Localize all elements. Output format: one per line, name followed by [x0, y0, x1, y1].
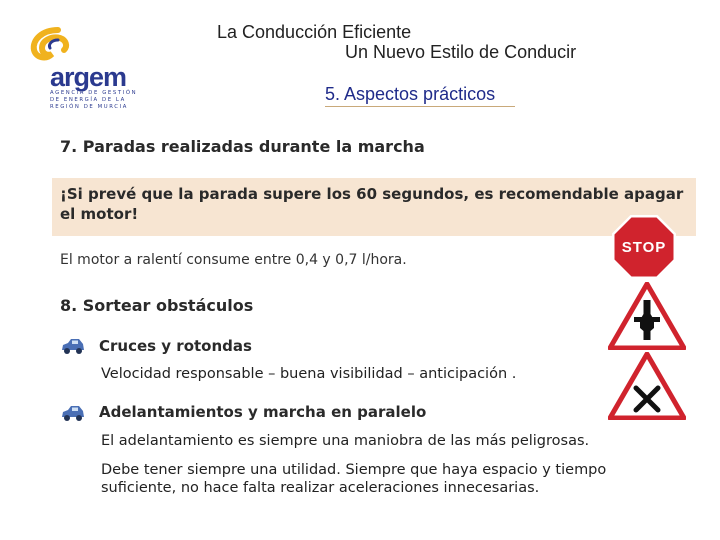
priority-crossroad-sign-icon: [608, 282, 686, 350]
car-bullet-icon: [60, 337, 86, 355]
idle-consumption-text: El motor a ralentí consume entre 0,4 y 0,7 l/hora.: [60, 252, 407, 268]
logo-wordmark: argem: [50, 62, 127, 92]
crossroad-sign-icon: [608, 352, 686, 420]
car-bullet-icon: [60, 404, 86, 422]
item-crossroads-text: Velocidad responsable – buena visibilidad – anticipación .: [101, 366, 517, 382]
page-subtitle: Un Nuevo Estilo de Conducir: [345, 42, 577, 62]
stop-sign-label: STOP: [621, 239, 667, 256]
logo-line-1: AGENCIA DE GESTIÓN: [50, 90, 138, 96]
page-title: La Conducción Eficiente: [217, 22, 412, 42]
heading-stops: 7. Paradas realizadas durante la marcha: [60, 137, 425, 156]
item-overtaking-title: Adelantamientos y marcha en paralelo: [99, 403, 427, 421]
item-overtaking-text-2: Debe tener siempre una utilidad. Siempre que haya espacio y tiempo suficiente, no hace falta realizar aceleraciones innecesarias.: [101, 462, 607, 496]
item-crossroads-title: Cruces y rotondas: [99, 337, 252, 355]
stop-sign-icon: [611, 214, 677, 280]
logo-line-2: DE ENERGÍA DE LA: [50, 97, 126, 103]
highlight-text: ¡Si prevé que la parada supere los 60 segundos, es recomendable apagar el motor!: [60, 185, 684, 223]
logo-line-3: REGIÓN DE MURCIA: [50, 104, 128, 110]
section-title-underline: [325, 106, 515, 107]
heading-obstacles: 8. Sortear obstáculos: [60, 296, 254, 315]
section-title: 5. Aspectos prácticos: [325, 84, 496, 104]
item-overtaking-text-1: El adelantamiento es siempre una maniobra de las más peligrosas.: [101, 433, 590, 449]
